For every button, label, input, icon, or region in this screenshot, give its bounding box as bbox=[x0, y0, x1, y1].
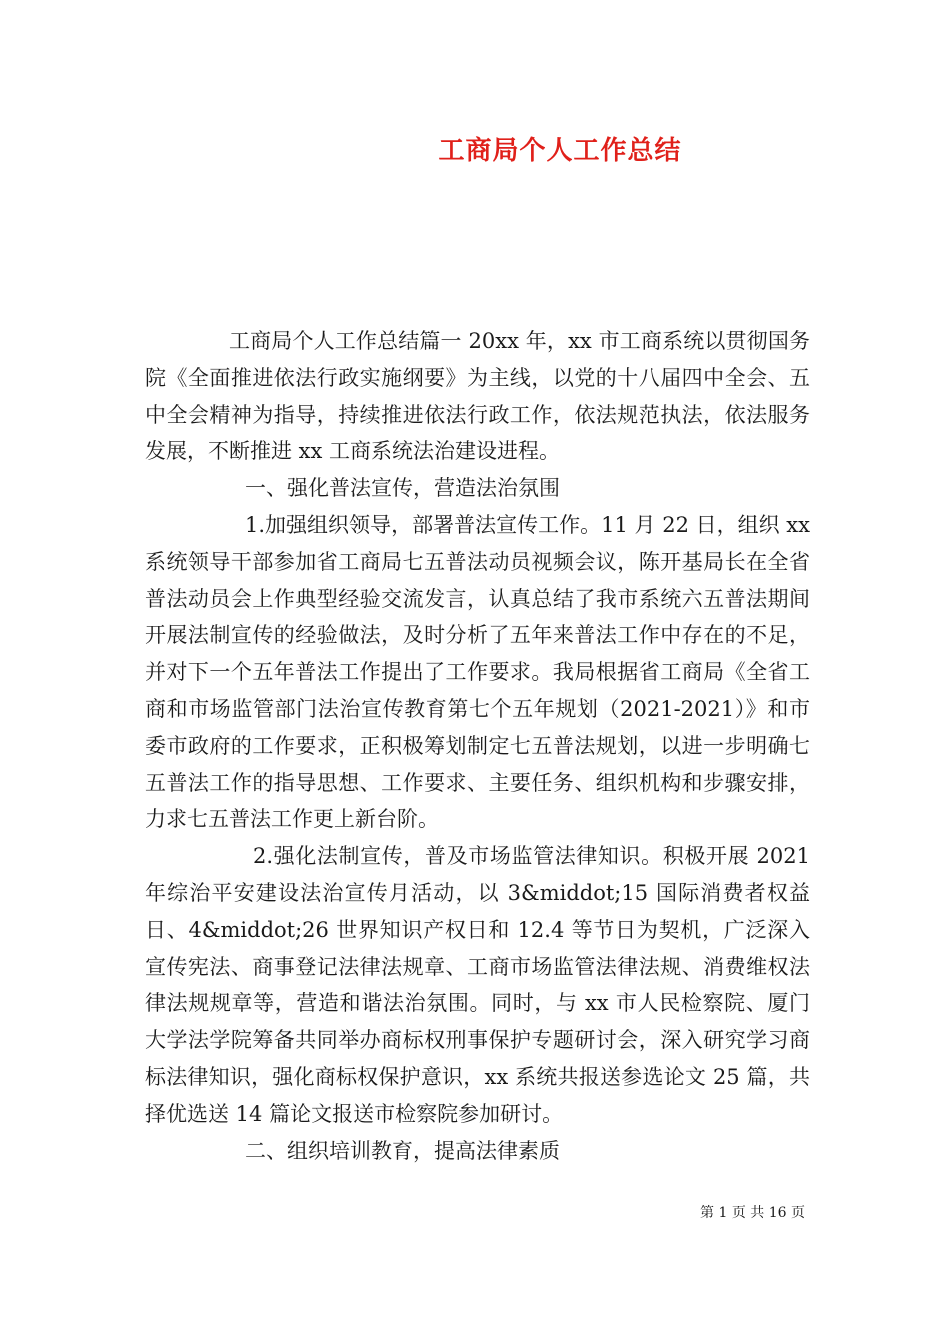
section-heading-1: 一、强化普法宣传，营造法治氛围 bbox=[245, 476, 560, 501]
section-heading-2: 二、组织培训教育，提高法律素质 bbox=[245, 1138, 560, 1163]
item-paragraph-2: 2.强化法制宣传，普及市场监管法律知识。积极开展 2021 年综治平安建设法治宣传月活动，以 3&middot;15 国际消费者权益日、4&middot;26 世界知识产权日和 12.4 等节日为契机，广泛深入宣传宪法、商事登记法律法规章、工商市场监管法律法规、消费维权法律法规规章等，营造和谐法治氛围。同时，与 xx 市人民检察院、厦门大学法学院筹备共同举办商标权刑事保护专题研讨会，深入研究学习商标法律知识，强化商标权保护意识，xx 系统共报送参选论文 25 篇，共择优选送 14 篇论文报送市检察院参加研讨。 bbox=[145, 844, 810, 1126]
intro-paragraph: 工商局个人工作总结篇一 20xx 年，xx 市工商系统以贯彻国务院《全面推进依法行政实施纲要》为主线，以党的十八届四中全会、五中全会精神为指导，持续推进依法行政工作，依法规范执法，依法服务发展，不断推进 xx 工商系统法治建设进程。 bbox=[145, 329, 810, 464]
page-number: 第 1 页 共 16 页 bbox=[700, 1205, 805, 1221]
document-title: 工商局个人工作总结 bbox=[438, 136, 682, 166]
document-body bbox=[145, 323, 810, 1169]
item-paragraph-1: 1.加强组织领导，部署普法宣传工作。11 月 22 日，组织 xx 系统领导干部参加省工商局七五普法动员视频会议，陈开基局长在全省普法动员会上作典型经验交流发言，认真总结了我市系统六五普法期间开展法制宣传的经验做法，及时分析了五年来普法工作中存在的不足，并对下一个五年普法工作提出了工作要求。我局根据省工商局《全省工商和市场监管部门法治宣传教育第七个五年规划（2021-2021）》和市委市政府的工作要求，正积极筹划制定七五普法规划，以进一步明确七五普法工作的指导思想、工作要求、主要任务、组织机构和步骤安排，力求七五普法工作更上新台阶。 bbox=[145, 512, 810, 832]
